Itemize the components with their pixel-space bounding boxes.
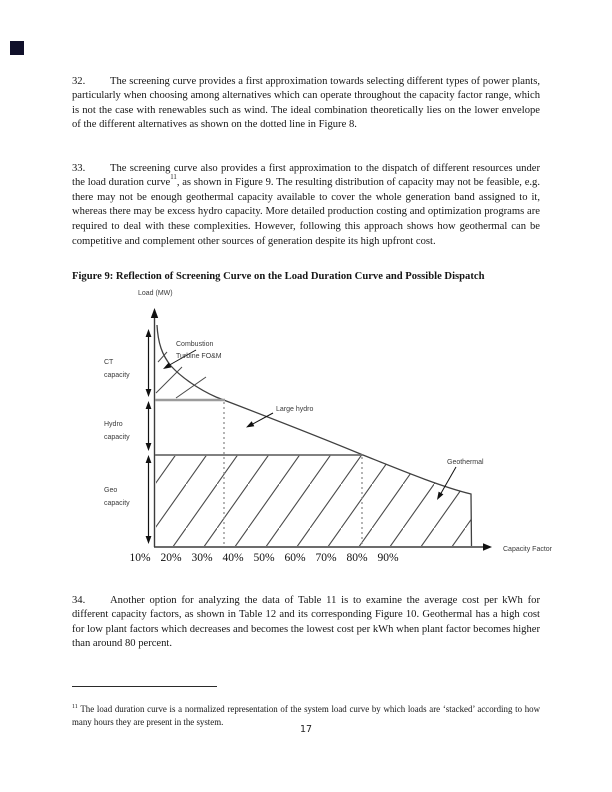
footnote-11-marker: 11 xyxy=(72,703,78,710)
footnote-11-reference: 11 xyxy=(170,174,177,182)
paragraph-34 xyxy=(72,594,540,652)
geo-capacity-label-line1: Geo xyxy=(104,487,118,494)
x-tick-80: 80% xyxy=(346,552,368,564)
y-axis-title: Load (MW) xyxy=(138,290,173,297)
y-axis-arrowhead-icon xyxy=(151,308,158,318)
paragraph-32-number: 32. xyxy=(72,75,86,87)
page-number: 17 xyxy=(299,724,313,735)
paragraph-33-number: 33. xyxy=(72,162,86,174)
geo-capacity-label-line2: capacity xyxy=(104,500,130,507)
geo-capacity-range-arrow xyxy=(146,455,152,544)
hydro-capacity-label-line1: Hydro xyxy=(104,421,123,428)
x-tick-40: 40% xyxy=(222,552,244,564)
print-artifact xyxy=(10,41,24,55)
x-axis-arrowhead-icon xyxy=(483,543,492,550)
x-tick-10: 10% xyxy=(129,552,151,564)
x-tick-90: 90% xyxy=(377,552,399,564)
geothermal-hatched-area xyxy=(156,455,472,546)
paragraph-32-text: The screening curve provides a first approximation towards selecting different types of power plants, particularly when choosing among alternatives which can operate throughout the capacity factor range, which is not the case with renewables such as wind. The ideal combination theoretically lies on the lower envelope of the different alternatives as shown on the dotted line in Figure 8. xyxy=(72,75,540,131)
ct-capacity-label-line2: capacity xyxy=(104,372,130,379)
paragraph-32 xyxy=(72,75,540,133)
paragraph-33 xyxy=(72,162,540,250)
paragraph-33-text-a: The screening curve also provides a first approximation to the dispatch of different resources under the load duration curve xyxy=(72,162,540,189)
figure-9-caption: Figure 9: Reflection of Screening Curve on the Load Duration Curve and Possible Dispatch xyxy=(72,270,485,282)
large-hydro-arrow xyxy=(246,413,273,428)
ct-capacity-range-arrow xyxy=(146,329,152,397)
x-tick-20: 20% xyxy=(160,552,182,564)
ct-capacity-label-line1: CT xyxy=(104,359,114,366)
hydro-capacity-range-arrow xyxy=(146,401,152,451)
paragraph-34-text: Another option for analyzing the data of Table 11 is to examine the average cost per kWh for different capacity factors, as shown in Table 12 and its corresponding Figure 10. Geothermal has a high cost for low plant factors which decreases and becomes the lowest cost per kWh when plant factor becomes higher than around 80 percent. xyxy=(72,594,540,650)
paragraph-34-number: 34. xyxy=(72,594,86,606)
paragraph-33-text-b: , as shown in Figure 9. The resulting distribution of capacity may not be feasible, e.g. there may not be enough geothermal capacity available to cover the whole generation band assigned to it, whereas there may be excess hydro capacity. More detailed production costing and optimization programs are required to deal with these complexities. However, following this approach shows how geothermal can be competitive and complement other sources of generation despite its high upfront cost. xyxy=(72,177,540,247)
footnote-11-text: The load duration curve is a normalized representation of the system load curve by which loads are ‘stacked’ according to how many hours they are present in the system. xyxy=(72,703,540,728)
x-tick-50: 50% xyxy=(253,552,275,564)
x-tick-30: 30% xyxy=(191,552,213,564)
figure-9-chart xyxy=(95,283,570,575)
x-axis-title: Capacity Factor xyxy=(503,546,553,553)
x-tick-70: 70% xyxy=(315,552,337,564)
hydro-capacity-label-line2: capacity xyxy=(104,434,130,441)
combustion-annotation-line1: Combustion xyxy=(176,341,214,348)
footnote-separator xyxy=(72,686,217,687)
geothermal-annotation: Geothermal xyxy=(447,459,484,466)
x-tick-60: 60% xyxy=(284,552,306,564)
large-hydro-annotation: Large hydro xyxy=(276,406,314,413)
combustion-annotation-line2: Turbine FO&M xyxy=(176,353,222,360)
